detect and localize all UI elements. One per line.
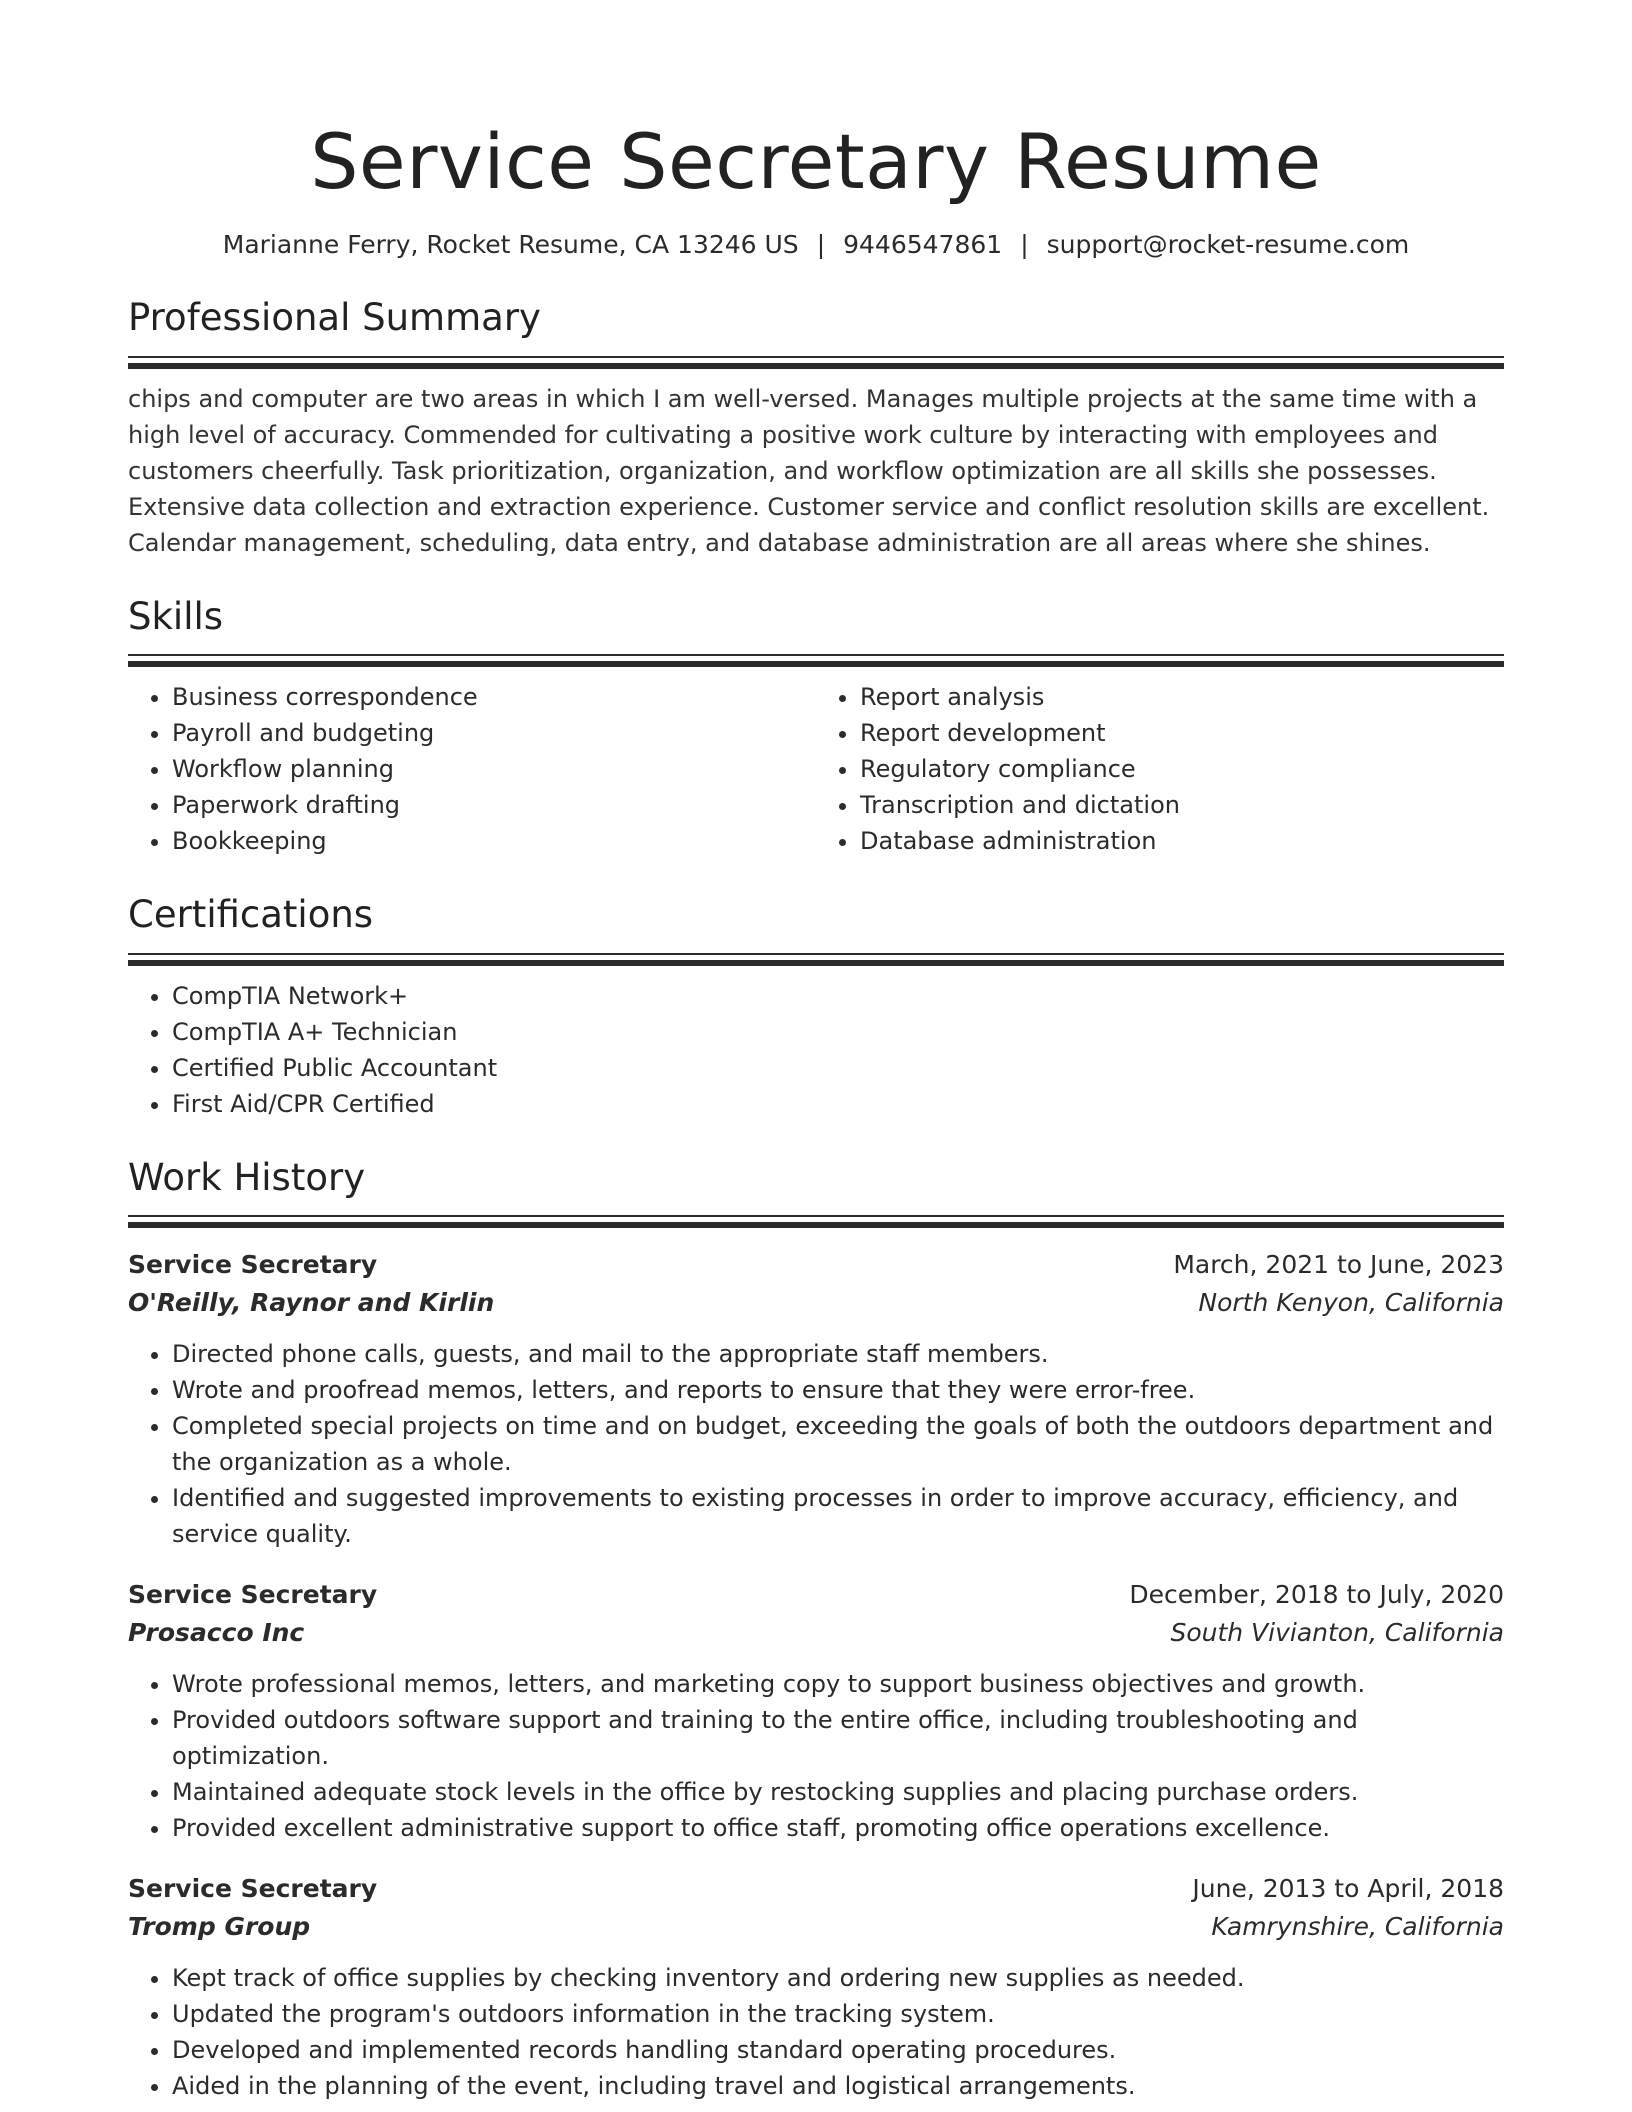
certification-item: • CompTIA A+ Technician <box>172 1014 1504 1050</box>
contact-address: Marianne Ferry, Rocket Resume, CA 13246 US <box>222 230 799 260</box>
job-duties-list <box>128 1336 1504 1552</box>
skills-list-left <box>128 679 816 859</box>
job-employer-row <box>128 1908 1504 1946</box>
summary-heading: Professional Summary <box>128 296 541 340</box>
skill-item: • Payroll and budgeting <box>172 715 816 751</box>
section-divider <box>128 953 1504 966</box>
job-dates: March, 2021 to June, 2023 <box>1173 1249 1504 1279</box>
skill-item: • Paperwork drafting <box>172 787 816 823</box>
job-entry <box>128 1576 1504 1846</box>
certifications-list <box>128 978 1504 1122</box>
skills-grid <box>128 667 1504 859</box>
job-duty-item: • Provided excellent administrative support to office staff, promoting office operations excellence. <box>172 1810 1504 1846</box>
job-location: Kamrynshire, California <box>1211 1911 1504 1941</box>
skills-section <box>128 595 1504 859</box>
job-title: Service Secretary <box>128 1579 378 1609</box>
contact-separator: | <box>816 230 826 260</box>
section-divider <box>128 1215 1504 1228</box>
resume-title: Service Secretary Resume <box>310 117 1322 206</box>
job-duty-item: • Aided in the planning of the event, including travel and logistical arrangements. <box>172 2068 1504 2104</box>
skill-item: • Workflow planning <box>172 751 816 787</box>
certifications-heading: Certifications <box>128 893 374 937</box>
job-duty-item: • Identified and suggested improvements to existing processes in order to improve accuracy, efficiency, and service quality. <box>172 1480 1504 1552</box>
job-duty-item: • Wrote professional memos, letters, and marketing copy to support business objectives and growth. <box>172 1666 1504 1702</box>
skills-list-right <box>816 679 1504 859</box>
summary-section <box>128 296 1504 560</box>
skill-item: • Business correspondence <box>172 679 816 715</box>
job-duty-item: • Wrote and proofread memos, letters, and reports to ensure that they were error-free. <box>172 1372 1504 1408</box>
contact-line <box>128 227 1504 262</box>
job-duty-item: • Provided outdoors software support and training to the entire office, including troubleshooting and optimization. <box>172 1702 1504 1774</box>
job-duty-item: • Updated the program's outdoors information in the tracking system. <box>172 1996 1504 2032</box>
job-entry <box>128 1870 1504 2104</box>
work-history-section <box>128 1156 1504 2104</box>
job-duty-item: • Directed phone calls, guests, and mail to the appropriate staff members. <box>172 1336 1504 1372</box>
skill-item: • Transcription and dictation <box>860 787 1504 823</box>
skill-item: • Report analysis <box>860 679 1504 715</box>
job-employer-row <box>128 1614 1504 1652</box>
contact-phone: 9446547861 <box>843 230 1003 260</box>
job-duty-item: • Completed special projects on time and on budget, exceeding the goals of both the outdoors department and the organization as a whole. <box>172 1408 1504 1480</box>
job-header-row <box>128 1870 1504 1908</box>
certification-item: • CompTIA Network+ <box>172 978 1504 1014</box>
skill-item: • Bookkeeping <box>172 823 816 859</box>
certification-item: • Certified Public Accountant <box>172 1050 1504 1086</box>
job-dates: December, 2018 to July, 2020 <box>1129 1579 1504 1609</box>
section-divider <box>128 356 1504 369</box>
skill-item: • Report development <box>860 715 1504 751</box>
job-location: South Vivianton, California <box>1170 1617 1504 1647</box>
job-entry <box>128 1246 1504 1552</box>
section-divider <box>128 654 1504 667</box>
skills-heading: Skills <box>128 594 224 638</box>
job-title: Service Secretary <box>128 1249 378 1279</box>
job-duties-list <box>128 1666 1504 1846</box>
job-header-row <box>128 1576 1504 1614</box>
job-duty-item: • Maintained adequate stock levels in the office by restocking supplies and placing purchase orders. <box>172 1774 1504 1810</box>
contact-separator: | <box>1020 230 1029 260</box>
certification-item: • First Aid/CPR Certified <box>172 1086 1504 1122</box>
job-duties-list <box>128 1960 1504 2104</box>
work-history-heading: Work History <box>128 1155 366 1199</box>
summary-text: chips and computer are two areas in which I am well-versed. Manages multiple projects at the same time with a high level of accuracy. Commended for cultivating a positive work culture by interacting with employees and customers cheerfully. Task prioritization, organization, and workflow optimization are all skills she possesses. Extensive data collection and extraction experience. Customer service and conflict resolution skills are excellent. Calendar management, scheduling, data entry, and database administration are all areas where she shines. <box>128 384 1490 557</box>
job-company: Tromp Group <box>128 1911 311 1941</box>
certifications-section <box>128 893 1504 1121</box>
job-duty-item: • Developed and implemented records handling standard operating procedures. <box>172 2032 1504 2068</box>
job-dates: June, 2013 to April, 2018 <box>1192 1873 1504 1903</box>
job-company: Prosacco Inc <box>128 1617 305 1647</box>
job-location: North Kenyon, California <box>1198 1287 1504 1317</box>
job-duty-item: • Kept track of office supplies by checking inventory and ordering new supplies as needed. <box>172 1960 1504 1996</box>
job-employer-row <box>128 1284 1504 1322</box>
job-header-row <box>128 1246 1504 1284</box>
job-title: Service Secretary <box>128 1873 378 1903</box>
contact-email: support@rocket-resume.com <box>1046 230 1410 260</box>
skill-item: • Database administration <box>860 823 1504 859</box>
skill-item: • Regulatory compliance <box>860 751 1504 787</box>
job-company: O'Reilly, Raynor and Kirlin <box>128 1287 495 1317</box>
